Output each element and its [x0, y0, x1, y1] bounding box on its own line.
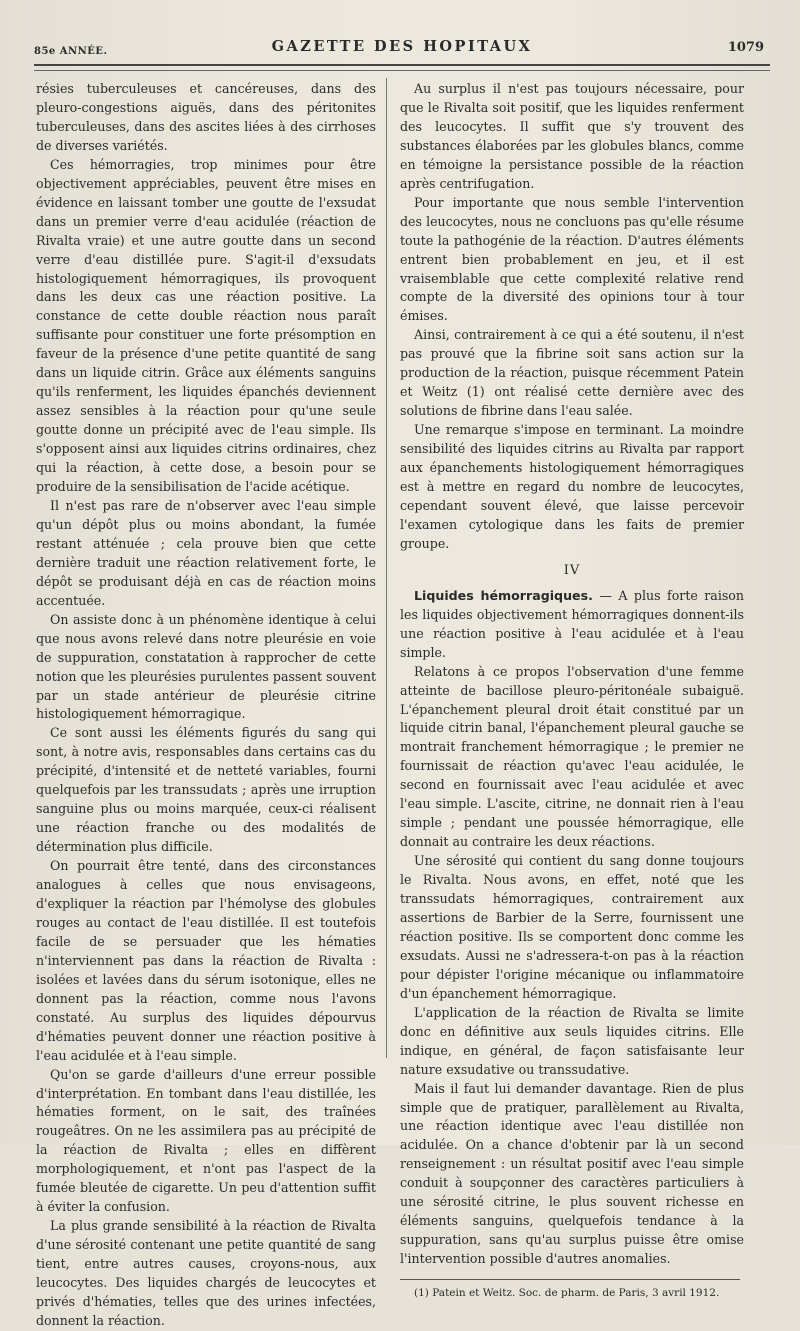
- column-divider: [386, 78, 387, 1058]
- paragraph: Il n'est pas rare de n'observer avec l'eau simple qu'un dépôt plus ou moins abondant, la fumée restant atténuée ; cela prouve bien que cette dernière traduit une réaction relativement forte, le dépôt se produisant déjà en cas de réaction moins accentuée.: [36, 497, 376, 608]
- section-number: IV: [563, 562, 581, 578]
- paragraph: Relatons à ce propos l'observation d'une femme atteinte de bacillose pleuro-péritonéale subaiguë. L'épanchement pleural droit était constitué par un liquide citrin banal, l'épanchement pleural gauche se montrait franchement hémorragique ; le premier ne fournissait de réaction qu'avec l'eau acidulée, le second en fournissait avec l'eau acidulée et avec l'eau simple. L'ascite, citrine, ne donnait rien à l'eau simple ; pendant une poussée hémorragique, elle donnait au contraire les deux réactions.: [400, 663, 744, 850]
- paragraph: La plus grande sensibilité à la réaction de Rivalta d'une sérosité contenant une petite quantité de sang tient, entre autres causes, croyons-nous, aux leucocytes. Des liquides chargés de leucocytes et privés d'hématies, telles que des urines infectées, donnent la réaction.: [36, 1218, 376, 1328]
- paragraph: Mais il faut lui demander davantage. Rien de plus simple que de pratiquer, parallèlement au Rivalta, une réaction identique avec l'eau distillée non acidulée. On a chance d'obtenir par là un second renseignement : un résultat positif avec l'eau simple conduit à soupçonner des caractères particuliers à une sérosité citrine, le plus souvent richesse en éléments sanguins, quelquefois tendance à la suppuration, sans qu'au surplus puisse être omise l'intervention possible d'autres anomalies.: [400, 1080, 744, 1267]
- section-title: Liquides hémorragiques.: [414, 587, 593, 603]
- left-column: [36, 80, 376, 1331]
- paragraph: Qu'on se garde d'ailleurs d'une erreur possible d'interprétation. En tombant dans l'eau distillée, les hématies forment, on le sait, des traînées rougeâtres. On ne les assimilera pas au précipité de la réaction de Rivalta ; elles en diffèrent morphologiquement, et n'ont pas l'aspect de la fumée bleutée de cigarette. Un peu d'attention suffit à éviter la confusion.: [36, 1066, 376, 1215]
- paragraph: On assiste donc à un phénomène identique à celui que nous avons relevé dans notre pleurésie en voie de suppuration, constatation à rapprocher de cette notion que les pleurésies purulentes passent souvent par un stade antérieur de pleurésie citrine histologiquement hémorragique.: [36, 611, 376, 722]
- paragraph: On pourrait être tenté, dans des circonstances analogues à celles que nous envisageons, d'expliquer la réaction par l'hémolyse des globules rouges au contact de l'eau distillée. Il est toutefois facile de se persuader que les hématies n'interviennent pas dans la réaction de Rivalta : isolées et lavées dans du sérum isotonique, elles ne donnent pas la réaction, comme nous l'avons constaté. Au surplus des liquides dépourvus d'hématies peuvent donner une réaction positive à l'eau acidulée et à l'eau simple.: [36, 858, 376, 1063]
- paragraph: Au surplus il n'est pas toujours nécessaire, pour que le Rivalta soit positif, que les liquides renferment des leucocytes. Il suffit que s'y trouvent des substances élaborées par les globules blancs, comme en témoigne la persistance possible de la réaction après centrifugation.: [400, 81, 744, 191]
- section-lead-text: — A plus forte raison les liquides objectivement hémorragiques donnent-ils une réaction positive à l'eau acidulée et à l'eau simple.: [400, 587, 744, 660]
- footnote: (1) Patein et Weitz. Soc. de pharm. de Paris, 3 avril 1912.: [414, 1287, 720, 1300]
- footnote-rule: [400, 1279, 740, 1280]
- header-rule-thin: [34, 70, 770, 71]
- page-header: [34, 36, 770, 62]
- paragraph: L'application de la réaction de Rivalta se limite donc en définitive aux seuls liquides citrins. Elle indique, en général, de façon satisfaisante leur nature exsudative ou transsudative.: [400, 1004, 744, 1077]
- paragraph: Ces hémorragies, trop minimes pour être objectivement appréciables, peuvent être mises en évidence en laissant tomber une goutte de l'exsudat dans un premier verre d'eau acidulée (réaction de Rivalta vraie) et une autre goutte dans un second verre d'eau distillée pure. S'agit-il d'exsudats histologiquement hémorragiques, ils provoquent dans les deux cas une réaction positive. La constance de cette double réaction nous paraît suffisante pour constituer une forte présomption en faveur de la présence d'une petite quantité de sang dans un liquide citrin. Grâce aux éléments sanguins qu'ils renferment, les liquides épanchés deviennent assez sensibles à la réaction pour qu'une seule goutte donne un précipité avec de l'eau simple. Ils s'opposent ainsi aux liquides citrins ordinaires, chez qui la réaction, à cette dose, a besoin pour se produire de la sensibilisation de l'acide acétique.: [36, 156, 376, 495]
- right-column: [400, 80, 744, 1300]
- paragraph: Ce sont aussi les éléments figurés du sang qui sont, à notre avis, responsables dans certains cas du précipité, d'intensité et de netteté variables, fourni quelquefois par les transsudats ; après une irruption sanguine plus ou moins marquée, ceux-ci réalisent une réaction franche ou des modalités de détermination plus difficile.: [36, 725, 376, 855]
- paragraph: résies tuberculeuses et cancéreuses, dans des pleuro-congestions aiguës, dans des péritonites tuberculeuses, dans des ascites liées à des cirrhoses de diverses variétés.: [36, 81, 376, 153]
- paragraph: Une sérosité qui contient du sang donne toujours le Rivalta. Nous avons, en effet, noté que les transsudats hémorragiques, contrairement aux assertions de Barbier de la Serre, fournissent une réaction positive. Ils se comportent donc comme les exsudats. Aussi ne s'adressera-t-on pas à la réaction pour dépister l'origine mécanique ou inflammatoire d'un épanchement hémorragique.: [400, 853, 744, 1001]
- paragraph: Pour importante que nous semble l'intervention des leucocytes, nous ne concluons pas qu'elle résume toute la pathogénie de la réaction. D'autres éléments entrent bien probablement en jeu, et il est vraisemblable que cette complexité relative rend compte de la diversité des opinions tour à tour émises.: [400, 194, 744, 324]
- issue-label: 85e ANNÉE.: [34, 46, 108, 57]
- paragraph: Ainsi, contrairement à ce qui a été soutenu, il n'est pas prouvé que la fibrine soit sans action sur la production de la réaction, puisque récemment Patein et Weitz (1) ont réalisé cette dernière avec des solutions de fibrine dans l'eau salée.: [400, 327, 744, 419]
- journal-title: GAZETTE DES HOPITAUX: [271, 38, 533, 55]
- paragraph: Une remarque s'impose en terminant. La moindre sensibilité des liquides citrins au Rivalta par rapport aux épanchements histologiquement hémorragiques est à mettre en regard du nombre de leucocytes, cependant souvent élevé, que laisse percevoir l'examen cytologique dans les faits de premier groupe.: [400, 422, 744, 551]
- header-rule: [34, 64, 770, 66]
- page-number: 1079: [727, 40, 764, 55]
- section-lead-paragraph: [400, 587, 744, 663]
